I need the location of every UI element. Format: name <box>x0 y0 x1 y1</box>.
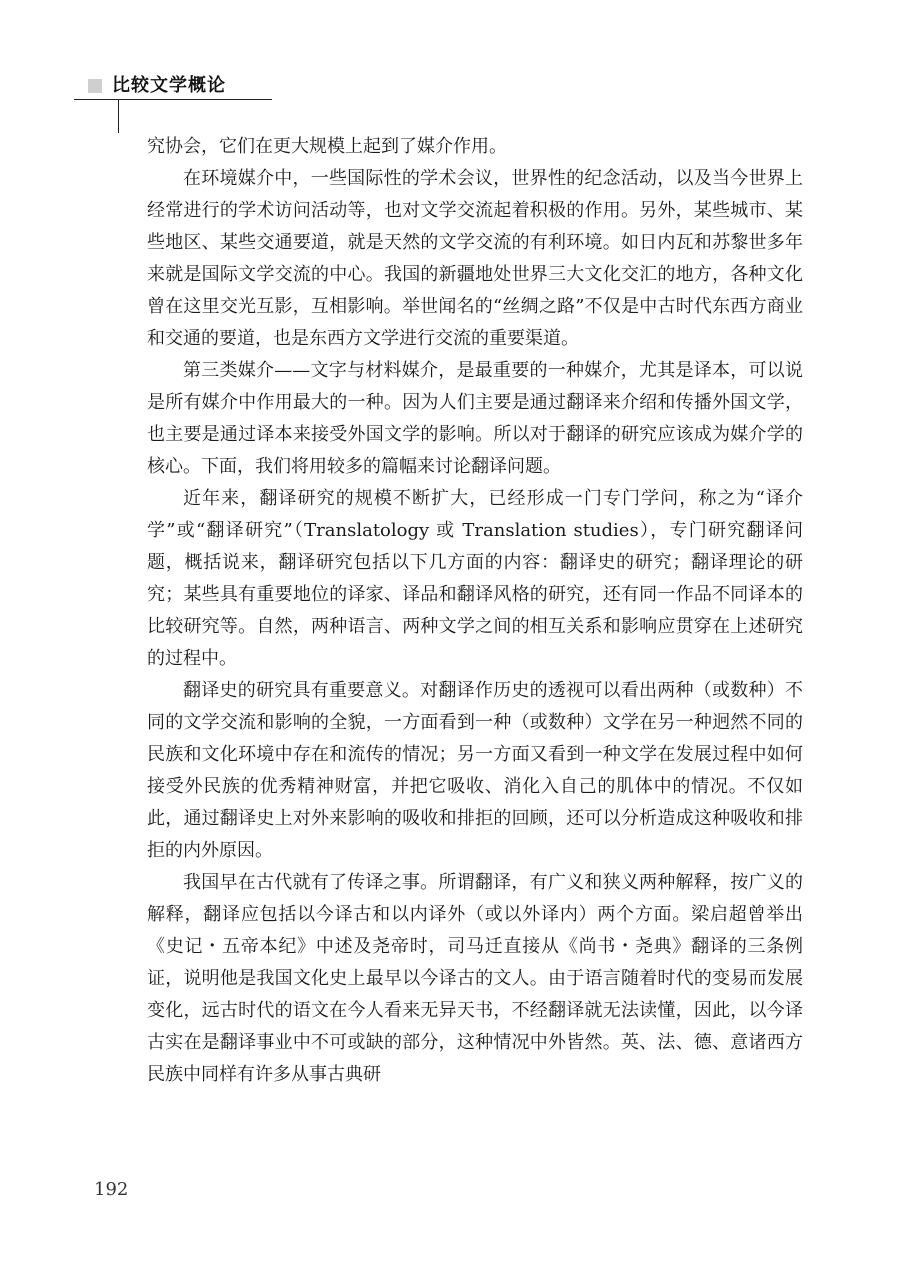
page-body <box>147 131 803 1091</box>
paragraph-ancient-translation: 我国早在古代就有了传译之事。所谓翻译，有广义和狭义两种解释，按广义的解释，翻译应包括以今译古和以内译外（或以外译内）两个方面。梁启超曾举出《史记・五帝本纪》中述及尧帝时，司马迁直接从《尚书・尧典》翻译的三条例证，说明他是我国文化史上最早以今译古的文人。由于语言随着时代的变易而发展变化，远古时代的语文在今人看来无异天书，不经翻译就无法读懂，因此，以今译古实在是翻译事业中不可或缺的部分，这种情况中外皆然。英、法、德、意诸西方民族中同样有许多从事古典研 <box>147 872 803 1085</box>
paragraph-text-media: 第三类媒介——文字与材料媒介，是最重要的一种媒介，尤其是译本，可以说是所有媒介中作用最大的一种。因为人们主要是通过翻译来介绍和传播外国文学，也主要是通过译本来接受外国文学的影响。所以对于翻译的研究应该成为媒介学的核心。下面，我们将用较多的篇幅来讨论翻译问题。 <box>147 360 803 477</box>
paragraph-translation-studies: 近年来，翻译研究的规模不断扩大，已经形成一门专门学问，称之为“译介学”或“翻译研究”（Translatology 或 Translation studies），专门研究翻译问题，概括说来，翻译研究包括以下几方面的内容：翻译史的研究；翻译理论的研究；某些具有重要地位的译家、译品和翻译风格的研究，还有同一作品不同译本的比较研究等。自然，两种语言、两种文学之间的相互关系和影响应贯穿在上述研究的过程中。 <box>147 488 803 669</box>
header-decor-square <box>88 79 102 93</box>
running-header-title: 比较文学概论 <box>112 75 226 96</box>
paragraph-continuation: 究协会，它们在更大规模上起到了媒介作用。 <box>147 136 507 157</box>
header-rule <box>74 99 272 100</box>
paragraph-translation-history: 翻译史的研究具有重要意义。对翻译作历史的透视可以看出两种（或数种）不同的文学交流和影响的全貌，一方面看到一种（或数种）文学在另一种迥然不同的民族和文化环境中存在和流传的情况；另一方面又看到一种文学在发展过程中如何接受外民族的优秀精神财富，并把它吸收、消化入自己的肌体中的情况。不仅如此，通过翻译史上对外来影响的吸收和排拒的回顾，还可以分析造成这种吸收和排拒的内外原因。 <box>147 680 803 861</box>
paragraph-environment-media: 在环境媒介中，一些国际性的学术会议，世界性的纪念活动，以及当今世界上经常进行的学术访问活动等，也对文学交流起着积极的作用。另外，某些城市、某些地区、某些交通要道，就是天然的文学交流的有利环境。如日内瓦和苏黎世多年来就是国际文学交流的中心。我国的新疆地处世界三大文化交汇的地方，各种文化曾在这里交光互影，互相影响。举世闻名的“丝绸之路”不仅是中古时代东西方商业和交通的要道，也是东西方文学进行交流的重要渠道。 <box>147 168 803 349</box>
page-number: 192 <box>94 1179 129 1200</box>
header-vertical-rule <box>118 99 119 133</box>
